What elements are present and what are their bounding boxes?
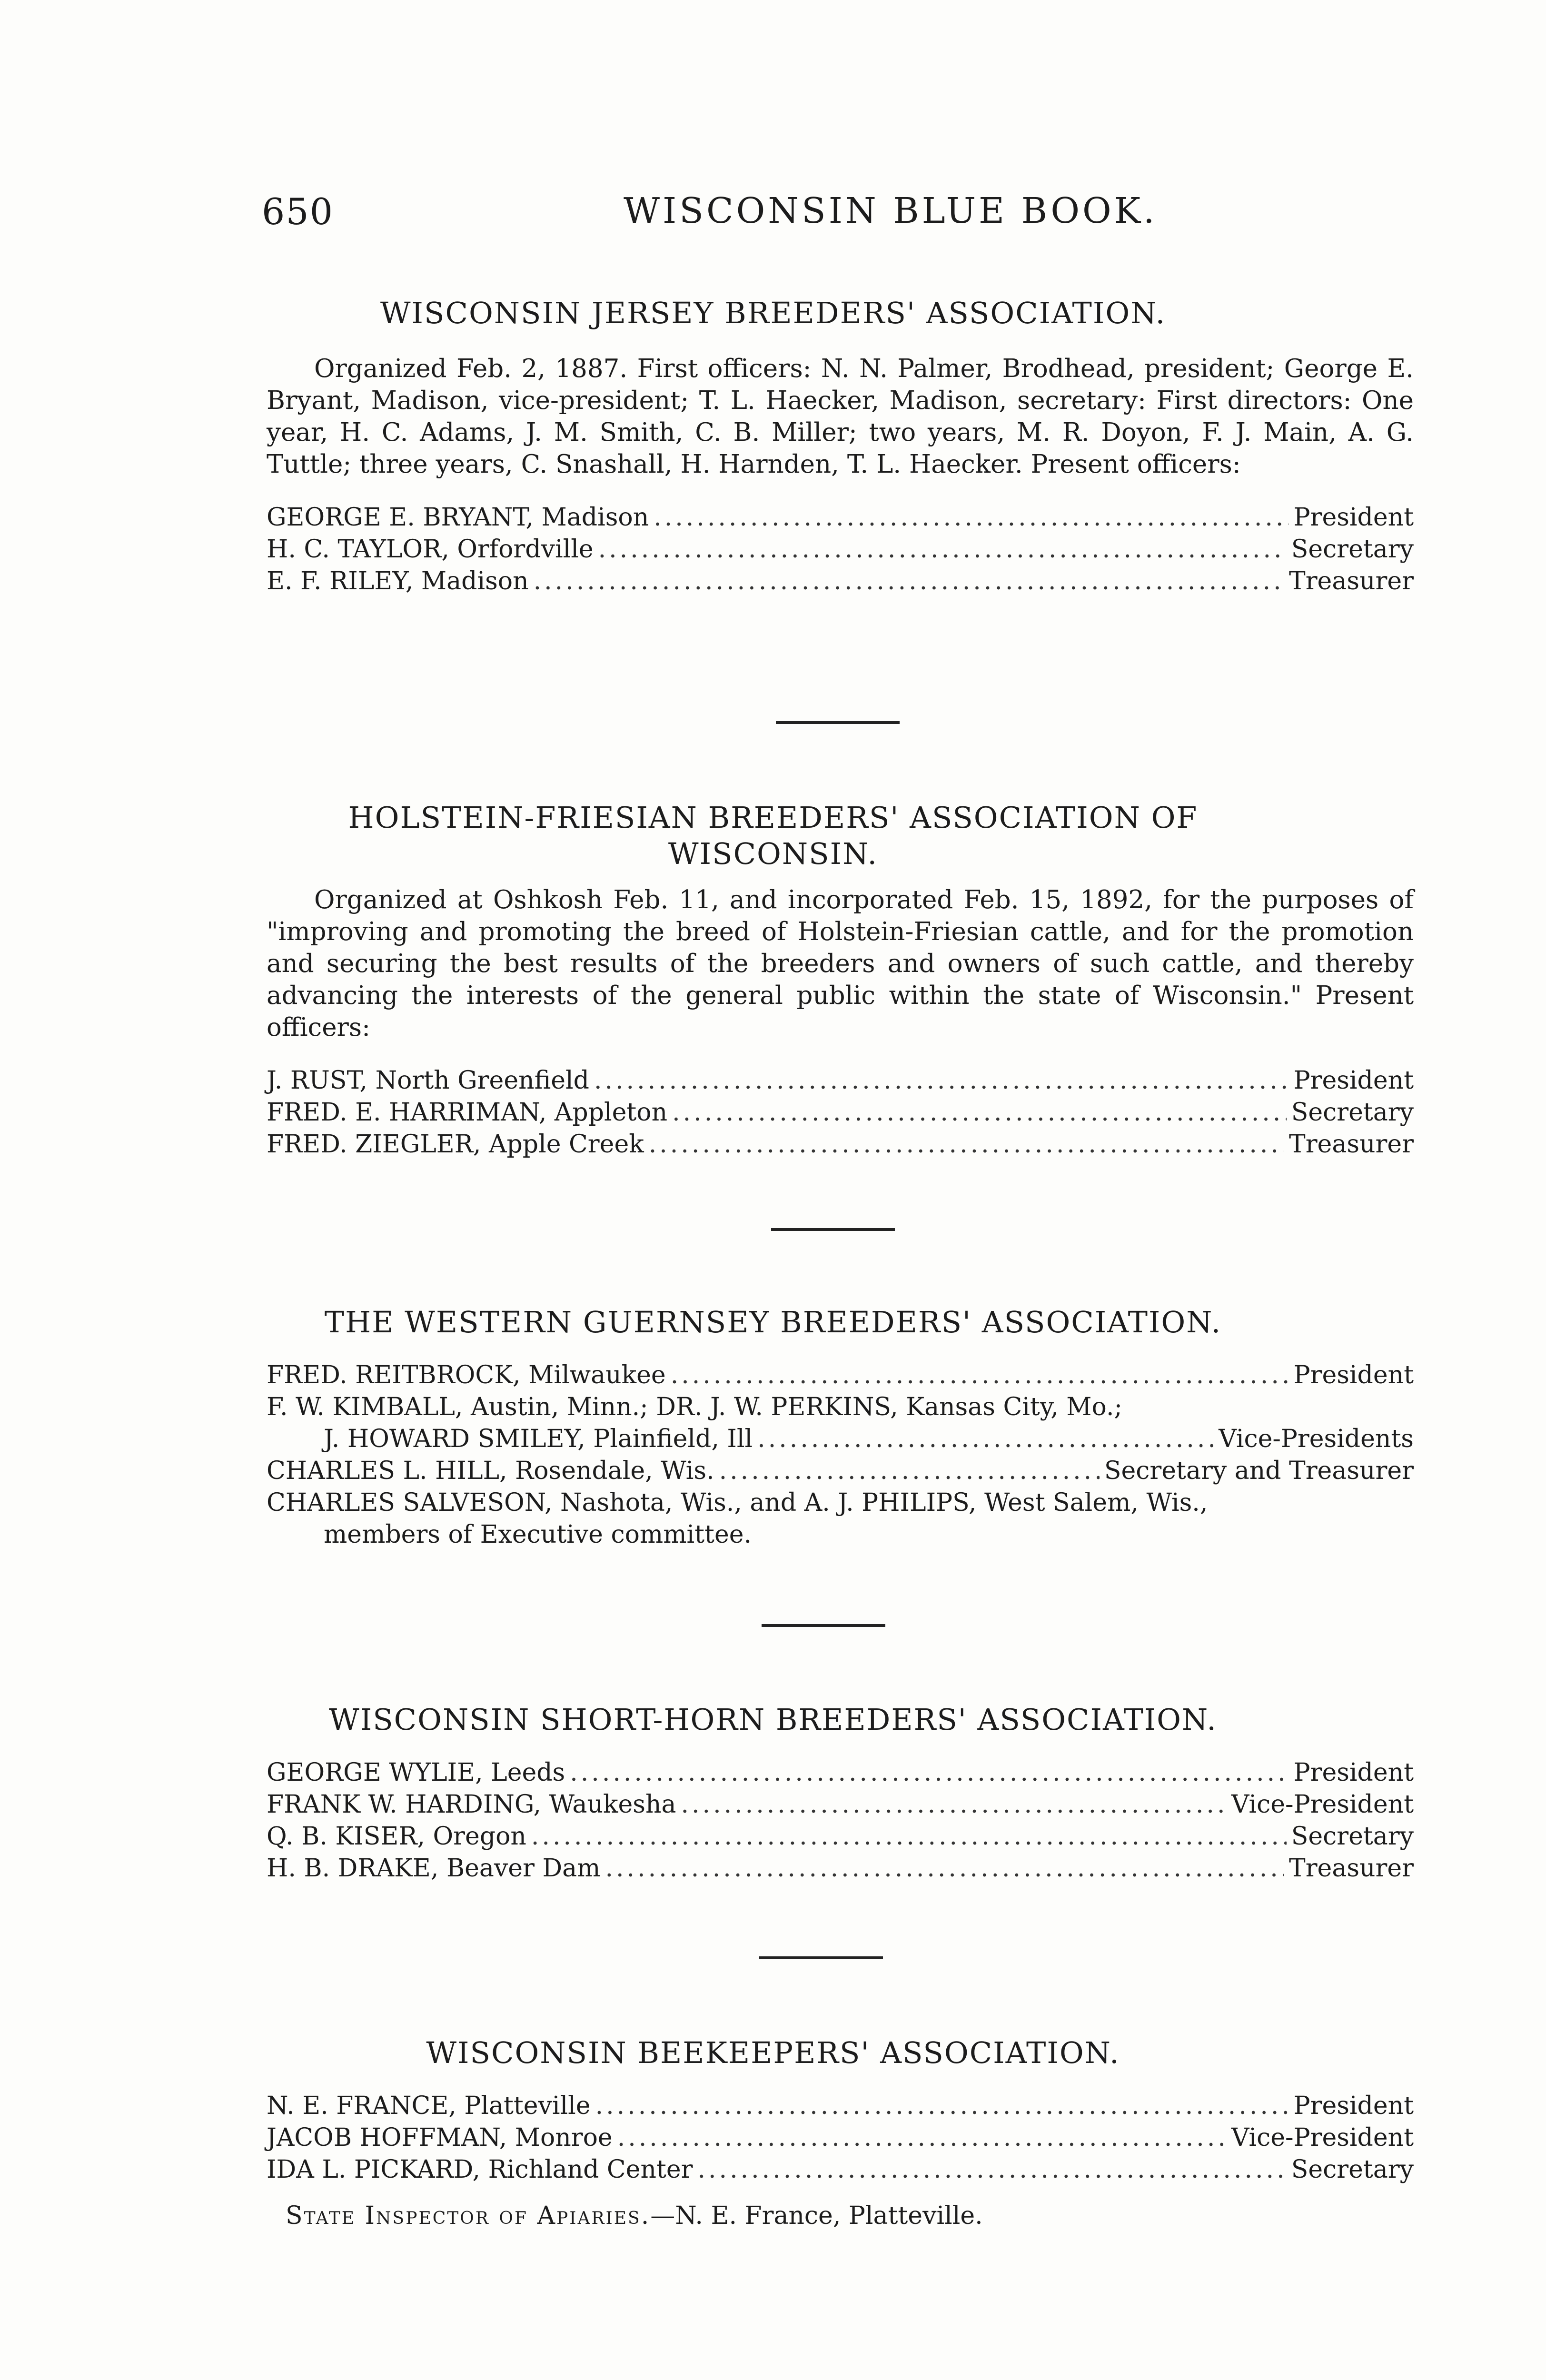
officer-row (267, 1789, 1414, 1821)
officer-row (267, 1423, 1414, 1455)
officer-row (267, 1097, 1414, 1129)
officer-row (267, 1359, 1414, 1391)
officer-row (267, 2122, 1414, 2154)
officer-name: FRED. REITBROCK, Milwaukee (267, 1361, 666, 1389)
leader-dots (598, 534, 1287, 565)
officer-name: N. E. FRANCE, Platteville (267, 2092, 591, 2120)
section-title-line: WISCONSIN. (668, 836, 878, 871)
leader-dots (697, 2154, 1286, 2186)
officer-role: Treasurer (1289, 567, 1414, 595)
officer-name: J. HOWARD SMILEY, Plainfield, Ill (324, 1425, 753, 1453)
officer-name: GEORGE E. BRYANT, Madison (267, 503, 649, 532)
inspector-value: —N. E. France, Platteville. (650, 2202, 983, 2230)
apiaries-inspector-note (286, 2200, 1428, 2232)
officer-role: President (1293, 2092, 1414, 2120)
officer-list (267, 2090, 1414, 2186)
officer-role: Secretary (1291, 1822, 1414, 1851)
officer-role: Secretary (1291, 535, 1414, 564)
officer-name: FRED. E. HARRIMAN, Appleton (267, 1098, 668, 1127)
officer-name: E. F. RILEY, Madison (267, 567, 529, 595)
inspector-label: State Inspector of Apiaries. (286, 2202, 651, 2230)
page-number: 650 (262, 190, 334, 233)
officer-role: President (1293, 1066, 1414, 1095)
section-title: THE WESTERN GUERNSEY BREEDERS' ASSOCIATION. (324, 1305, 1222, 1339)
officer-role: President (1293, 1758, 1414, 1787)
executive-committee-line: CHARLES SALVESON, Nashota, Wis., and A. J. PHILIPS, West Salem, Wis., (267, 1488, 1208, 1517)
section-paragraph: Organized Feb. 2, 1887. First officers: N. N. Palmer, Brodhead, president; George E. Bryant, Madison, vice-president; T. L. Haecker, Madison, secretary: First directors: One year, H. C. Adams, J. M. Smith, C. B. Miller; two years, M. R. Doyon, F. J. Main, A. G. Tuttle; three years, C. Snashall, H. Harnden, T. L. Haecker. Present officers: (267, 354, 1414, 479)
leader-dots (757, 1423, 1214, 1455)
section-divider (759, 1956, 883, 1959)
officer-role: President (1293, 1361, 1414, 1389)
officer-row (267, 1853, 1414, 1884)
running-header (262, 190, 1414, 243)
officer-name: FRED. ZIEGLER, Apple Creek (267, 1130, 644, 1159)
section-divider (776, 721, 900, 724)
section-shorthorn (0, 1702, 1546, 1884)
officer-name: J. RUST, North Greenfield (267, 1066, 589, 1095)
leader-dots (617, 2122, 1227, 2154)
section-divider (762, 1624, 885, 1627)
officer-name: IDA L. PICKARD, Richland Center (267, 2155, 693, 2184)
leader-dots (654, 502, 1288, 534)
officer-role: Secretary (1291, 2155, 1414, 2184)
running-title: WISCONSIN BLUE BOOK. (624, 190, 1158, 231)
officer-row (267, 565, 1414, 597)
leader-dots (594, 1065, 1289, 1097)
officer-name: JACOB HOFFMAN, Monroe (267, 2123, 613, 2152)
officer-list (267, 502, 1414, 597)
section-holstein (0, 800, 1546, 1160)
officer-row (267, 1065, 1414, 1097)
section-title: WISCONSIN JERSEY BREEDERS' ASSOCIATION. (380, 296, 1166, 330)
leader-dots (671, 1359, 1289, 1391)
officer-row (267, 2154, 1414, 2186)
officer-row (267, 1821, 1414, 1853)
officer-role: Vice-Presidents (1219, 1425, 1414, 1453)
officer-row (267, 2090, 1414, 2122)
officer-name: Q. B. KISER, Oregon (267, 1822, 526, 1851)
section-guernsey (0, 1304, 1546, 1551)
section-title: WISCONSIN BEEKEEPERS' ASSOCIATION. (426, 2035, 1120, 2070)
officer-name: H. B. DRAKE, Beaver Dam (267, 1854, 601, 1883)
vice-presidents-line: F. W. KIMBALL, Austin, Minn.; DR. J. W. PERKINS, Kansas City, Mo.; (267, 1393, 1122, 1421)
leader-dots (719, 1455, 1100, 1487)
officer-role: Vice-President (1231, 2123, 1414, 2152)
officer-list (267, 1359, 1414, 1551)
officer-role: Treasurer (1289, 1130, 1414, 1159)
officer-role: President (1293, 503, 1414, 532)
section-beekeepers (0, 2035, 1546, 2232)
section-jersey (0, 295, 1546, 597)
leader-dots (681, 1789, 1227, 1821)
officer-row (267, 534, 1414, 565)
officer-row (267, 1757, 1414, 1789)
officer-role: Vice-President (1231, 1790, 1414, 1819)
officer-role: Treasurer (1289, 1854, 1414, 1883)
officer-list (267, 1757, 1414, 1884)
leader-dots (672, 1097, 1287, 1129)
leader-dots (595, 2090, 1289, 2122)
officer-row (267, 502, 1414, 534)
section-title-line: HOLSTEIN-FRIESIAN BREEDERS' ASSOCIATION OF (348, 800, 1198, 835)
section-title: WISCONSIN SHORT-HORN BREEDERS' ASSOCIATION. (328, 1702, 1218, 1737)
leader-dots (531, 1821, 1287, 1853)
officer-role: Secretary and Treasurer (1104, 1457, 1414, 1485)
leader-dots (649, 1129, 1284, 1160)
officer-row (267, 1455, 1414, 1487)
section-title (249, 800, 1297, 872)
leader-dots (534, 565, 1284, 597)
leader-dots (605, 1853, 1284, 1884)
officer-name: CHARLES L. HILL, Rosendale, Wis. (267, 1457, 714, 1485)
officer-list (267, 1065, 1414, 1160)
executive-committee-note: members of Executive committee. (324, 1520, 752, 1549)
section-divider (771, 1228, 895, 1231)
officer-name: FRANK W. HARDING, Waukesha (267, 1790, 676, 1819)
officer-name: GEORGE WYLIE, Leeds (267, 1758, 565, 1787)
section-paragraph: Organized at Oshkosh Feb. 11, and incorporated Feb. 15, 1892, for the purposes of "improving and promoting the breed of Holstein-Friesian cattle, and for the promotion and securing the best results of the breeders and owners of such cattle, and thereby advancing the interests of the general public within the state of Wisconsin." Present officers: (267, 885, 1414, 1042)
officer-name: H. C. TAYLOR, Orfordville (267, 535, 594, 564)
leader-dots (570, 1757, 1288, 1789)
officer-role: Secretary (1291, 1098, 1414, 1127)
officer-row (267, 1129, 1414, 1160)
